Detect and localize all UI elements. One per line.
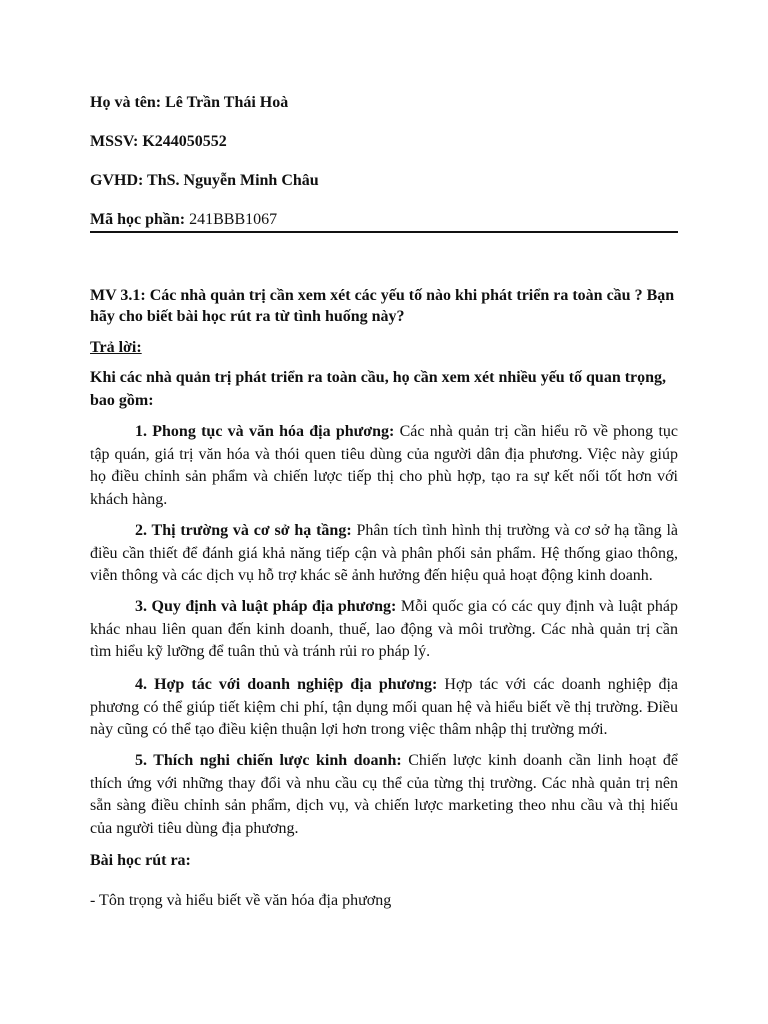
factor-text: Phân tích tình hình thị trường và cơ sở hạ tầng là điều cần thiết để đánh giá khả năng tiếp cận và phân phối sản phẩm. Hệ thống giao thông, viễn thông và các dịch vụ hỗ trợ khác sẽ ảnh hưởng đến hiệu quả hoạt động kinh doanh. [90,522,679,584]
student-name-label: Họ và tên: [90,94,162,111]
course-code-line [90,210,277,230]
course-code-value: 241BBB1067 [189,211,278,228]
factor-title: 4. Hợp tác với doanh nghiệp địa phương: [135,676,438,693]
lesson-item: - Tôn trọng và hiểu biết về văn hóa địa phương [90,892,392,909]
course-code-label: Mã học phần: [90,211,186,228]
student-name-line [90,93,288,113]
student-id-value: K244050552 [142,133,227,150]
advisor-label: GVHD: [90,172,144,189]
question-text: MV 3.1: Các nhà quản trị cần xem xét các yếu tố nào khi phát triển ra toàn cầu ? Bạn hãy cho biết bài học rút ra từ tình huống này? [90,287,675,325]
factor-item [90,750,678,840]
factor-item [90,520,678,588]
advisor-value: ThS. Nguyễn Minh Châu [147,172,319,189]
factor-item [90,596,678,664]
factor-title: 2. Thị trường và cơ sở hạ tầng: [135,522,352,539]
answer-intro: Khi các nhà quản trị phát triển ra toàn cầu, họ cần xem xét nhiều yếu tố quan trọng, bao gồm: [90,369,667,409]
factor-title: 3. Quy định và luật pháp địa phương: [135,598,397,615]
factor-text: Hợp tác với các doanh nghiệp địa phương có thể giúp tiết kiệm chi phí, tận dụng mối quan hệ và hiểu biết về thị trường. Điều này cũng có thể tạo điều kiện thuận lợi hơn trong việc thâm nhập thị trường mới. [90,676,678,738]
factor-item [90,421,678,511]
student-id-line [90,132,227,152]
factor-title: 5. Thích nghi chiến lược kinh doanh: [135,752,402,769]
factor-text: Mỗi quốc gia có các quy định và luật pháp khác nhau liên quan đến kinh doanh, thuế, lao động và môi trường. Các nhà quản trị cần tìm hiểu kỹ lưỡng để tuân thủ và tránh rủi ro pháp lý. [90,598,678,660]
answer-label: Trả lời: [90,339,142,356]
student-id-label: MSSV: [90,133,139,150]
advisor-line [90,171,319,191]
lessons-label: Bài học rút ra: [90,852,191,869]
factor-text: Chiến lược kinh doanh cần linh hoạt để thích ứng với những thay đổi và nhu cầu cụ thể của từng thị trường. Các nhà quản trị nên sẵn sàng điều chỉnh sản phẩm, dịch vụ, và chiến lược marketing theo nhu cầu và thị hiếu của người tiêu dùng địa phương. [90,752,678,837]
factor-item [90,674,678,742]
header-divider [90,231,678,233]
factor-text: Các nhà quản trị cần hiểu rõ về phong tục tập quán, giá trị văn hóa và thói quen tiêu dùng của người dân địa phương. Việc này giúp họ điều chỉnh sản phẩm và chiến lược tiếp thị cho phù hợp, tạo ra sự kết nối tốt hơn với khách hàng. [90,423,678,508]
factor-title: 1. Phong tục và văn hóa địa phương: [135,423,395,440]
student-name-value: Lê Trần Thái Hoà [165,94,289,111]
